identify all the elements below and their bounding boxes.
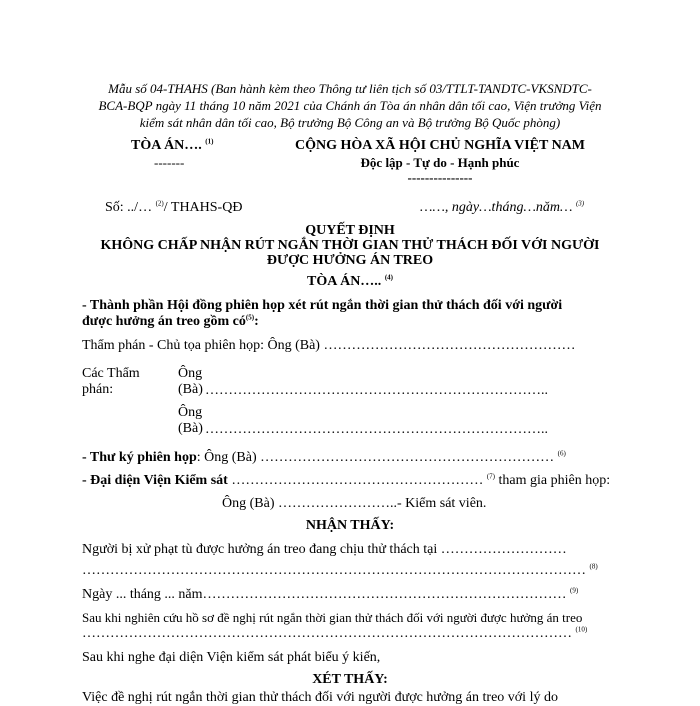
republic-title: CỘNG HÒA XÃ HỘI CHỦ NGHĨA VIỆT NAM — [294, 138, 585, 153]
findings-line-6: Sau khi nghe đại diện Viện kiểm sát phát biểu ý kiến, — [82, 650, 381, 665]
decision-date — [420, 200, 584, 216]
header-note-line-2: BCA-BQP ngày 11 tháng 10 năm 2021 của Chánh án Tòa án nhân dân tối cao, Viện trưởng Viện — [98, 98, 602, 113]
header-note-line-3: kiểm sát nhân dân tối cao, Bộ trưởng Bộ Công an và Bộ trưởng Bộ Quốc phòng) — [139, 115, 561, 130]
decision-court-text: TÒA ÁN….. — [307, 274, 385, 289]
judge-2-ong: Ông — [178, 405, 203, 420]
judge-1-dots: ……………………………………………………………….. — [205, 383, 548, 398]
composition-heading-2-text: được hưởng án treo gồm có — [82, 314, 246, 329]
judge-2-ba: (Bà) — [178, 421, 203, 436]
findings-line-5 — [82, 626, 587, 642]
decision-date-text: ……, ngày…tháng…năm… — [420, 200, 576, 215]
procuracy-line — [82, 473, 610, 489]
decision-title: QUYẾT ĐỊNH — [305, 223, 395, 238]
composition-heading-1: - Thành phần Hội đồng phiên họp xét rút ngắn thời gian thử thách đối với người — [82, 298, 563, 313]
composition-colon: : — [254, 314, 259, 329]
footnote-3: (3) — [575, 199, 585, 208]
decision-number-text: Số: ../… — [105, 200, 156, 215]
decision-number — [105, 200, 242, 216]
republic-dash: --------------- — [407, 170, 473, 185]
judges-label-1: Các Thẩm — [82, 366, 140, 381]
secretary-rest: : Ông (Bà) ……………………………………………………… — [196, 450, 558, 465]
judge-1-ba: (Bà) — [178, 382, 203, 397]
footnote-1: (1) — [205, 137, 214, 146]
judge-2-dots: ……………………………………………………………….. — [205, 422, 548, 437]
findings-heading: NHẬN THẤY: — [305, 518, 395, 533]
republic-motto: Độc lập - Tự do - Hạnh phúc — [360, 155, 520, 170]
findings-line-3-text: Ngày ... tháng ... năm…………………………………………………………………… — [82, 587, 571, 602]
considering-heading: XÉT THẤY: — [312, 672, 388, 687]
findings-line-3 — [82, 587, 578, 603]
chair-judge-line: Thẩm phán - Chủ tọa phiên họp: Ông (Bà) ……………………………………………… — [82, 338, 576, 353]
secretary-line — [82, 450, 566, 466]
court-name-text: TÒA ÁN…. — [131, 138, 202, 153]
judge-1-ong: Ông — [178, 366, 203, 381]
findings-line-2-dots: ……………………………………………………………………………………………… — [82, 563, 590, 578]
procuracy-rest: ……………………………………………… — [227, 473, 487, 488]
court-left-dash: ------- — [154, 155, 185, 170]
header-note-line-1: Mẫu số 04-THAHS (Ban hành kèm theo Thông tư liên tịch số 03/TTLT-TANDTC-VKSNDTC- — [108, 81, 592, 96]
findings-line-2 — [82, 563, 598, 579]
decision-number-suffix: / THAHS-QĐ — [163, 200, 243, 215]
footnote-4: (4) — [384, 273, 393, 282]
findings-line-5-dots: …………………………………………………………………………………………… — [82, 626, 576, 641]
considering-line-1: Việc đề nghị rút ngắn thời gian thử thách đối với người được hưởng án treo với lý do — [82, 690, 558, 705]
findings-line-4: Sau khi nghiên cứu hồ sơ đề nghị rút ngắn thời gian thử thách đối với người được hưởng án treo — [82, 610, 583, 625]
composition-heading-2 — [82, 314, 259, 330]
judges-label-2: phán: — [82, 382, 114, 397]
decision-court — [100, 274, 600, 290]
footnote-8: (8) — [589, 562, 598, 571]
decision-subtitle-2: ĐƯỢC HƯỞNG ÁN TREO — [266, 253, 434, 268]
findings-line-1: Người bị xử phạt tù được hưởng án treo đang chịu thử thách tại ……………………… — [82, 542, 567, 557]
procurator-line: Ông (Bà) ……………………..- Kiểm sát viên. — [222, 496, 487, 511]
footnote-7: (7) — [486, 472, 496, 481]
court-name-left — [131, 138, 213, 154]
footnote-2: (2) — [155, 199, 164, 208]
decision-subtitle-1: KHÔNG CHẤP NHẬN RÚT NGẮN THỜI GIAN THỬ THÁCH ĐỐI VỚI NGƯỜI — [100, 238, 600, 253]
procuracy-label: - Đại diện Viện Kiểm sát — [82, 473, 228, 488]
footnote-5: (5) — [245, 313, 255, 322]
procuracy-tail: tham gia phiên họp: — [495, 473, 611, 488]
secretary-label: - Thư ký phiên họp — [82, 450, 197, 465]
footnote-9: (9) — [570, 586, 579, 595]
footnote-10: (10) — [575, 625, 588, 634]
footnote-6: (6) — [557, 449, 566, 458]
